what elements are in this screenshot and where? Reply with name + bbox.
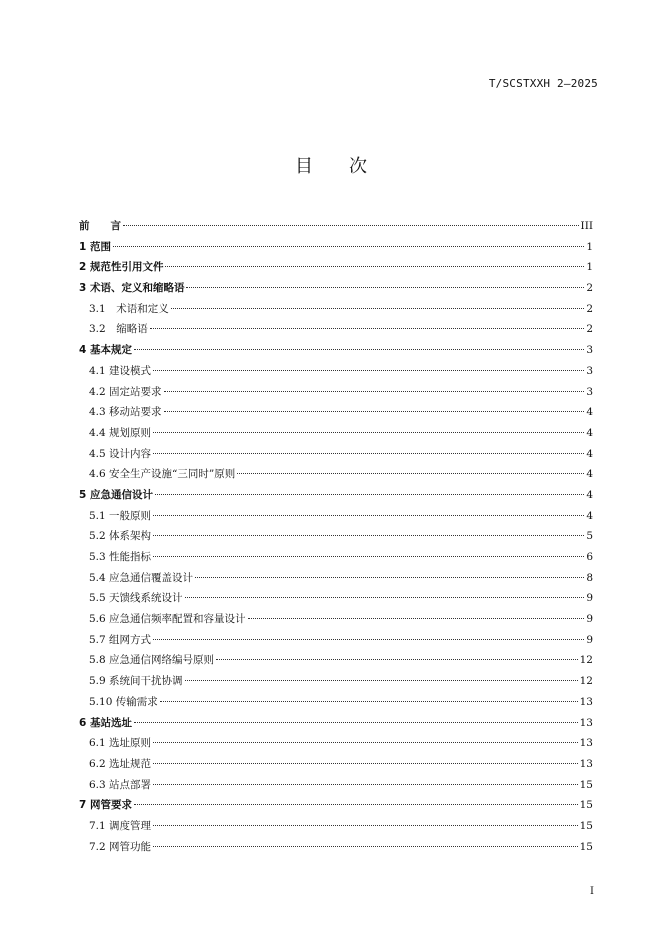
toc-entry-page: 12: [579, 654, 593, 667]
toc-entry-label: 5.4 应急通信覆盖设计: [89, 571, 194, 584]
toc-entry-page: 4: [586, 406, 593, 419]
dot-leader: [134, 722, 578, 723]
toc-entry-label: 前 言: [79, 220, 121, 232]
toc-entry[interactable]: [79, 694, 593, 715]
toc-entry-label: 2 规范性引用文件: [79, 261, 164, 274]
toc-entry[interactable]: [79, 259, 593, 280]
dot-leader: [153, 825, 578, 826]
toc-entry-page: 3: [586, 385, 593, 398]
toc-entry-page: 2: [586, 282, 593, 295]
toc-entry-page: 15: [579, 778, 593, 791]
toc-entry-page: 15: [579, 819, 593, 832]
toc-entry-label: 4.6 安全生产设施“三同时”原则: [89, 468, 236, 481]
toc-entry-page: 13: [579, 737, 593, 750]
toc-entry[interactable]: [79, 756, 593, 777]
toc-entry[interactable]: [79, 218, 593, 239]
toc-entry-page: 3: [586, 364, 593, 377]
toc-entry-label: 3.1 术语和定义: [89, 302, 169, 315]
page-title: [0, 152, 662, 178]
table-of-contents: [79, 218, 593, 859]
dot-leader: [134, 804, 578, 805]
toc-entry[interactable]: [79, 466, 593, 487]
dot-leader: [150, 328, 585, 329]
toc-entry[interactable]: [79, 384, 593, 405]
toc-entry[interactable]: [79, 673, 593, 694]
toc-entry-page: 4: [586, 447, 593, 460]
toc-entry-label: 1 范围: [79, 240, 111, 253]
dot-leader: [153, 515, 584, 516]
toc-entry-page: 3: [586, 344, 593, 357]
toc-entry-page: 4: [586, 488, 593, 501]
toc-entry[interactable]: [79, 508, 593, 529]
toc-entry-page: 13: [579, 716, 593, 729]
toc-entry-label: 4.4 规划原则: [89, 426, 152, 439]
toc-entry-label: 3 术语、定义和缩略语: [79, 282, 185, 295]
toc-entry-label: 4.1 建设模式: [89, 364, 152, 377]
toc-entry[interactable]: [79, 404, 593, 425]
toc-entry-page: 15: [579, 840, 593, 853]
toc-entry-label: 5.2 体系架构: [89, 530, 152, 543]
toc-entry-label: 6.2 选址规范: [89, 757, 152, 770]
toc-entry-label: 7.2 网管功能: [89, 840, 152, 853]
toc-entry[interactable]: [79, 363, 593, 384]
dot-leader: [123, 225, 579, 226]
toc-entry-label: 4.2 固定站要求: [89, 385, 162, 398]
dot-leader: [155, 494, 584, 495]
toc-entry[interactable]: [79, 549, 593, 570]
toc-entry-label: 5.10 传输需求: [89, 695, 158, 708]
toc-entry-page: 5: [586, 530, 593, 543]
dot-leader: [153, 846, 578, 847]
dot-leader: [153, 763, 578, 764]
toc-entry-label: 5.6 应急通信频率配置和容量设计: [89, 613, 246, 626]
toc-entry[interactable]: [79, 280, 593, 301]
dot-leader: [165, 266, 584, 267]
dot-leader: [153, 535, 584, 536]
toc-entry-page: 4: [586, 426, 593, 439]
dot-leader: [185, 597, 585, 598]
dot-leader: [164, 391, 585, 392]
toc-entry-page: 2: [586, 302, 593, 315]
toc-entry-page: 2: [586, 323, 593, 336]
toc-entry[interactable]: [79, 611, 593, 632]
toc-entry[interactable]: [79, 777, 593, 798]
toc-entry-page: 1: [586, 261, 593, 274]
dot-leader: [160, 701, 578, 702]
toc-entry-label: 4.5 设计内容: [89, 447, 152, 460]
toc-entry[interactable]: [79, 321, 593, 342]
dot-leader: [153, 556, 584, 557]
toc-entry[interactable]: [79, 446, 593, 467]
toc-entry[interactable]: [79, 528, 593, 549]
toc-entry-label: 3.2 缩略语: [89, 323, 148, 336]
toc-entry-label: 5.5 天馈线系统设计: [89, 592, 183, 605]
toc-entry-page: 13: [579, 757, 593, 770]
dot-leader: [216, 659, 578, 660]
toc-entry-label: 5 应急通信设计: [79, 488, 153, 501]
document-code: T/SCSTXXH 2—2025: [488, 77, 598, 90]
dot-leader: [113, 246, 584, 247]
toc-entry[interactable]: [79, 239, 593, 260]
dot-leader: [195, 577, 584, 578]
toc-entry-label: 5.3 性能指标: [89, 551, 152, 563]
toc-entry-page: 9: [586, 613, 593, 626]
toc-entry[interactable]: [79, 715, 593, 736]
toc-entry-page: 4: [586, 509, 593, 522]
toc-entry-label: 5.1 一般原则: [89, 509, 152, 522]
toc-entry-label: 4 基本规定: [79, 344, 132, 357]
page-number: I: [590, 886, 594, 897]
toc-entry-label: 6.1 选址原则: [89, 737, 152, 750]
toc-entry-label: 5.8 应急通信网络编号原则: [89, 654, 215, 667]
title-char-2: 次: [349, 156, 367, 177]
dot-leader: [134, 349, 584, 350]
toc-entry-label: 6.3 站点部署: [89, 778, 152, 791]
dot-leader: [153, 784, 578, 785]
dot-leader: [248, 618, 585, 619]
toc-entry[interactable]: [79, 839, 593, 860]
dot-leader: [164, 411, 585, 412]
toc-entry-label: 4.3 移动站要求: [89, 406, 162, 419]
toc-entry-page: 13: [579, 695, 593, 708]
dot-leader: [153, 742, 578, 743]
toc-entry-label: 6 基站选址: [79, 716, 132, 729]
title-char-1: 目: [295, 156, 313, 177]
toc-entry-page: 1: [586, 240, 593, 253]
toc-entry[interactable]: [79, 301, 593, 322]
toc-entry[interactable]: [79, 590, 593, 611]
toc-entry-label: 5.9 系统间干扰协调: [89, 675, 183, 688]
toc-entry[interactable]: [79, 735, 593, 756]
toc-entry[interactable]: [79, 570, 593, 591]
dot-leader: [185, 680, 578, 681]
toc-entry-page: III: [580, 220, 593, 232]
toc-entry[interactable]: [79, 425, 593, 446]
dot-leader: [153, 453, 584, 454]
toc-entry[interactable]: [79, 652, 593, 673]
toc-entry[interactable]: [79, 632, 593, 653]
dot-leader: [153, 370, 584, 371]
toc-entry-page: 15: [579, 799, 593, 812]
dot-leader: [237, 473, 584, 474]
toc-entry-page: 6: [586, 551, 593, 563]
dot-leader: [186, 287, 584, 288]
toc-entry-label: 7.1 调度管理: [89, 819, 152, 832]
toc-entry-page: 9: [586, 633, 593, 646]
dot-leader: [153, 432, 584, 433]
toc-entry-page: 4: [586, 468, 593, 481]
toc-entry-label: 7 网管要求: [79, 799, 132, 812]
toc-entry-page: 9: [586, 592, 593, 605]
toc-entry[interactable]: [79, 342, 593, 363]
toc-entry[interactable]: [79, 487, 593, 508]
dot-leader: [153, 639, 584, 640]
toc-entry-page: 8: [586, 571, 593, 584]
toc-entry[interactable]: [79, 818, 593, 839]
dot-leader: [171, 308, 585, 309]
toc-entry-page: 12: [579, 675, 593, 688]
toc-entry-label: 5.7 组网方式: [89, 633, 152, 646]
toc-entry[interactable]: [79, 797, 593, 818]
